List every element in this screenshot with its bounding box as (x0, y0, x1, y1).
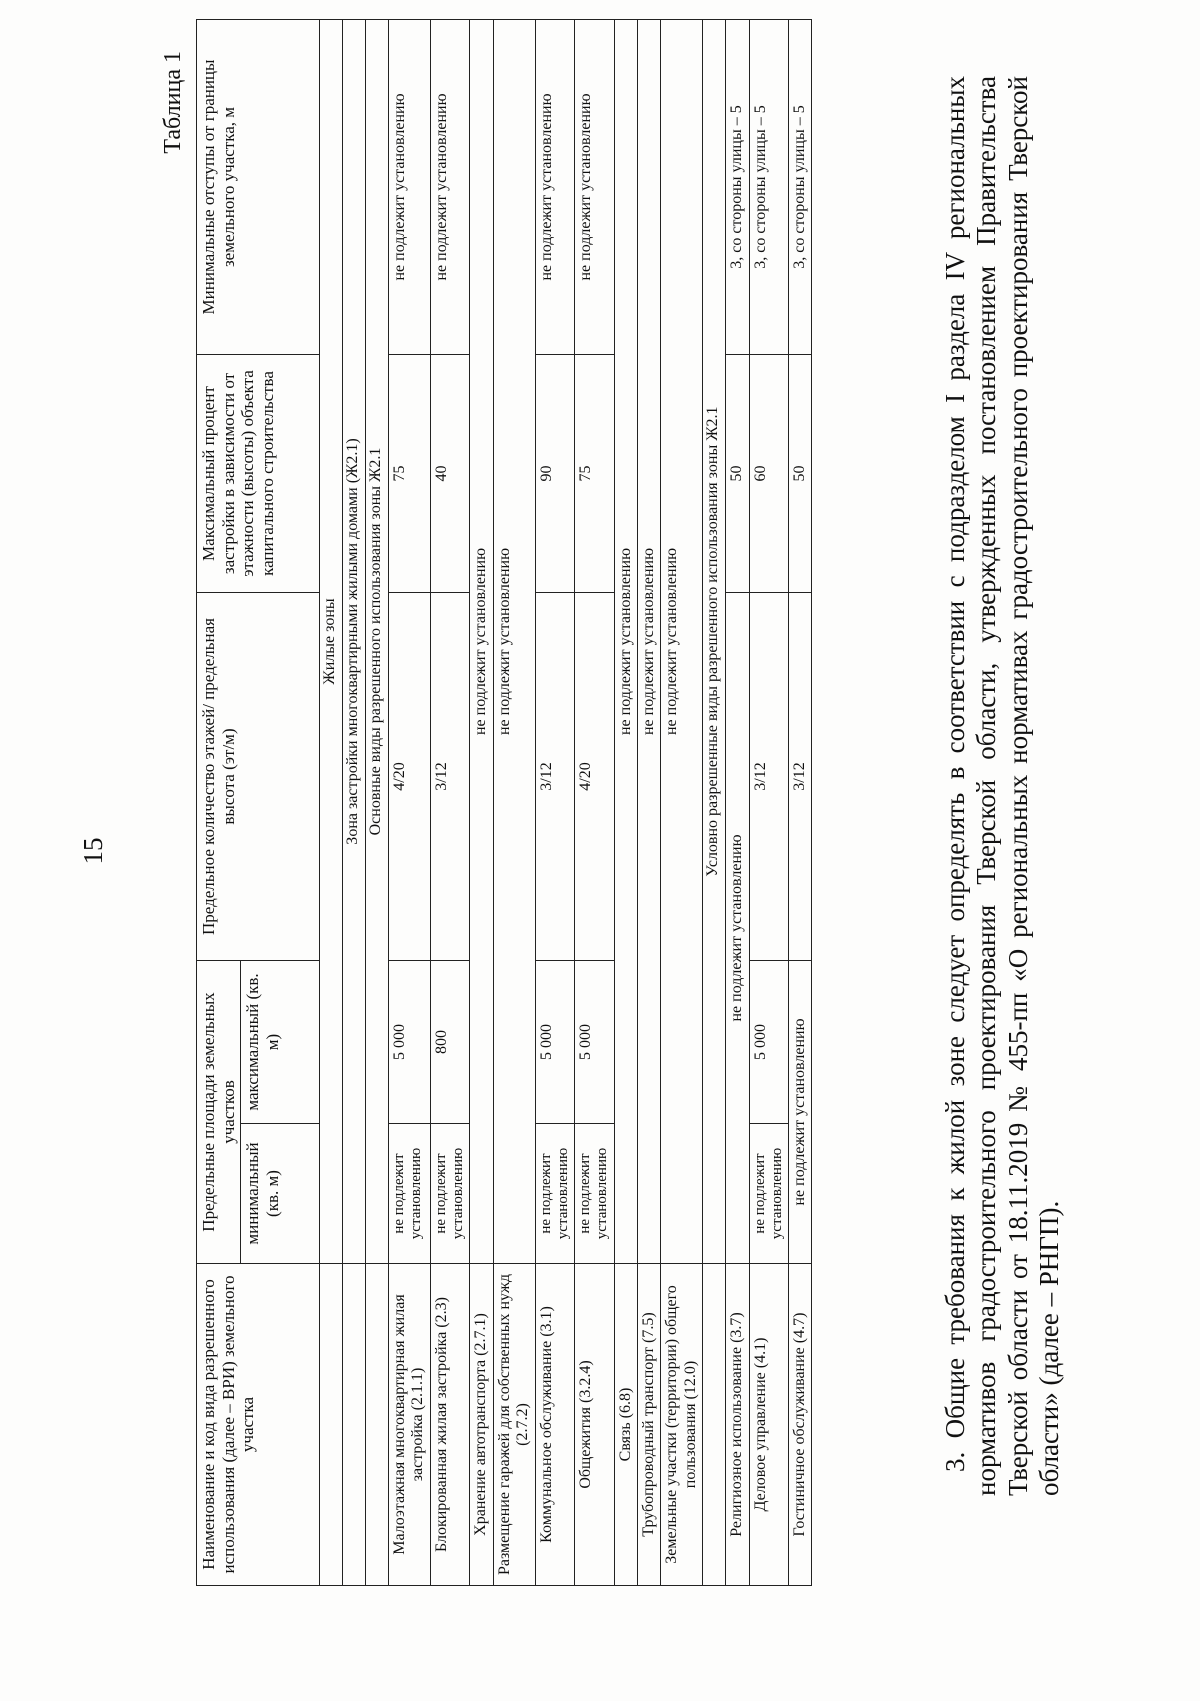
section-main-uses: Основные виды разрешенного использования зоны Ж2.1 (366, 20, 389, 1264)
row-percent: 75 (389, 355, 431, 593)
row-floors: 4/20 (575, 593, 615, 961)
row-percent: 50 (726, 355, 749, 593)
row-merged-value: не подлежит установлению (726, 593, 749, 1264)
row-percent: 75 (575, 355, 615, 593)
table-row (726, 20, 749, 1586)
table-row (661, 20, 703, 1586)
row-min-area: не подлежит установлению (430, 1124, 470, 1264)
row-name: Земельные участки (территории) общего пользования (12.0) (661, 1264, 703, 1586)
header-area-max: максимальный (кв. м) (241, 961, 320, 1124)
section-row (343, 20, 366, 1586)
body-paragraph: 3. Общие требования к жилой зоне следует определять в соответствии с подразделом I раздела IV региональных нормативов градостроительного проектирования Тверской области, утвержденных постановлением Правительства Тверской области от 18.11.2019 № 455-пп «О региональных нормативах градостроительного проектирования Тверской области» (далее – РНГП). (940, 76, 1064, 1496)
row-setback: 3, со стороны улицы – 5 (789, 20, 812, 355)
row-floors: 3/12 (749, 593, 789, 961)
row-merged-value: не подлежит установлению (493, 20, 535, 1264)
land-use-regulations-table (196, 19, 812, 1586)
table-row (749, 20, 789, 1586)
row-merged-value: не подлежит установлению (661, 20, 703, 1264)
table-body (320, 20, 812, 1586)
table-row (789, 20, 812, 1586)
header-max-build-percent: Максимальный процент застройки в зависимости от этажности (высоты) объекта капитального строительства (197, 355, 320, 593)
row-max-area: 5 000 (389, 961, 431, 1124)
row-min-area: не подлежит установлению (575, 1124, 615, 1264)
table-row (430, 20, 470, 1586)
table-row (389, 20, 431, 1586)
section-conditional-uses: Условно разрешенные виды разрешенного использования зоны Ж2.1 (703, 20, 726, 1264)
section-row (366, 20, 389, 1586)
table-caption: Таблица 1 (160, 51, 186, 154)
header-area-limits: Предельные площади земельных участков (197, 961, 241, 1264)
body-paragraph-block (940, 76, 1065, 1496)
table-row (493, 20, 535, 1586)
row-merged-value: не подлежит установлению (789, 961, 812, 1264)
row-name: Размещение гаражей для собственных нужд (2.7.2) (493, 1264, 535, 1586)
row-min-area: не подлежит установлению (535, 1124, 575, 1264)
row-name: Общежития (3.2.4) (575, 1264, 615, 1586)
row-name: Религиозное использование (3.7) (726, 1264, 749, 1586)
row-percent: 40 (430, 355, 470, 593)
row-setback: 3, со стороны улицы – 5 (749, 20, 789, 355)
row-floors: 3/12 (430, 593, 470, 961)
row-merged-value: не подлежит установлению (614, 20, 637, 1264)
row-name: Связь (6.8) (614, 1264, 637, 1586)
table-row (637, 20, 660, 1586)
row-min-area: не подлежит установлению (749, 1124, 789, 1264)
row-setback: не подлежит установлению (535, 20, 575, 355)
row-max-area: 5 000 (535, 961, 575, 1124)
section-zone-group: Жилые зоны (320, 20, 343, 1264)
section-row (703, 20, 726, 1586)
row-setback: 3, со стороны улицы – 5 (726, 20, 749, 355)
section-zone: Зона застройки многоквартирными жилыми домами (Ж2.1) (343, 20, 366, 1264)
row-merged-value: не подлежит установлению (470, 20, 493, 1264)
header-vri-name: Наименование и код вида разрешенного использования (далее – ВРИ) земельного участка (197, 1264, 320, 1586)
row-name: Коммунальное обслуживание (3.1) (535, 1264, 575, 1586)
row-percent: 60 (749, 355, 789, 593)
header-area-min: минимальный (кв. м) (241, 1124, 320, 1264)
table-header (197, 20, 320, 1586)
page-number: 15 (78, 837, 108, 865)
row-name: Гостиничное обслуживание (4.7) (789, 1264, 812, 1586)
header-floors-height: Предельное количество этажей/ предельная высота (эт/м) (197, 593, 320, 961)
table-row (614, 20, 637, 1586)
row-name: Хранение автотранспорта (2.7.1) (470, 1264, 493, 1586)
row-floors: 3/12 (535, 593, 575, 961)
row-max-area: 5 000 (575, 961, 615, 1124)
row-merged-value: не подлежит установлению (637, 20, 660, 1264)
row-percent: 90 (535, 355, 575, 593)
row-min-area: не подлежит установлению (389, 1124, 431, 1264)
row-setback: не подлежит установлению (389, 20, 431, 355)
header-min-setbacks: Минимальные отступы от границы земельного участка, м (197, 20, 320, 355)
row-floors: 3/12 (789, 593, 812, 961)
table-row (575, 20, 615, 1586)
table-row (535, 20, 575, 1586)
row-name: Трубопроводный транспорт (7.5) (637, 1264, 660, 1586)
row-name: Блокированная жилая застройка (2.3) (430, 1264, 470, 1586)
row-percent: 50 (789, 355, 812, 593)
row-name: Малоэтажная многоквартирная жилая застройка (2.1.1) (389, 1264, 431, 1586)
row-max-area: 5 000 (749, 961, 789, 1124)
row-name: Деловое управление (4.1) (749, 1264, 789, 1586)
row-setback: не подлежит установлению (430, 20, 470, 355)
row-floors: 4/20 (389, 593, 431, 961)
section-row (320, 20, 343, 1586)
row-setback: не подлежит установлению (575, 20, 615, 355)
table-row (470, 20, 493, 1586)
row-max-area: 800 (430, 961, 470, 1124)
